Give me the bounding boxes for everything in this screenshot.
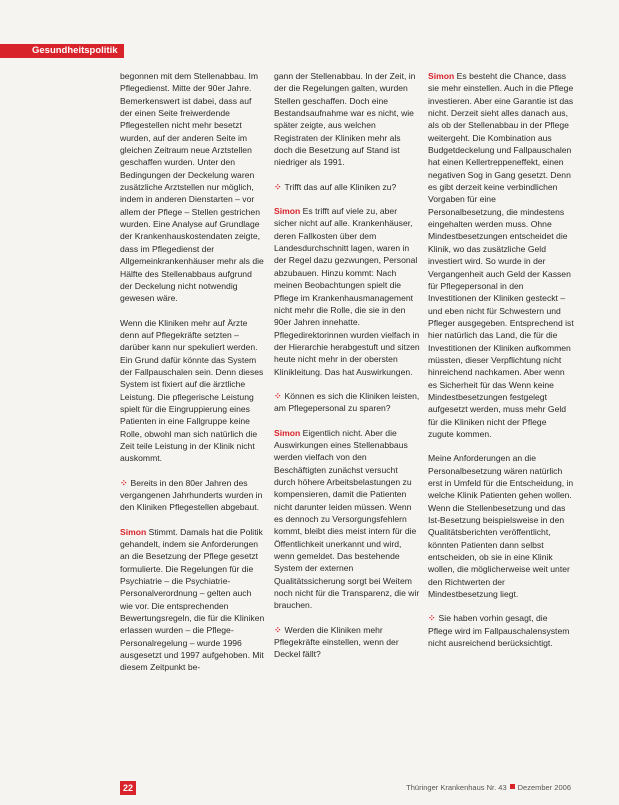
interview-question [274,390,420,415]
body-paragraph: begonnen mit dem Stellenabbau. Im Pflegedienst. Mitte der 90er Jahre. Bemerkenswert ist dabei, dass auf der einen Seite freiwerdende Pflegestellen nicht mehr besetzt wurden, auf der anderen Seite im gleichen Zeitraum neue Arztstellen geschaffen wurden. Unter den Bedingungen der Deckelung waren zusätzliche Arztstellen nur möglich, indem in anderen Dienstarten – vor allem der Pflege – Stellen gestrichen wurden. Eine Analyse auf Grundlage der Krankenhauskostendaten zeigte, dass im Pflegedienst der Allgemeinkrankenhäuser mehr als die Hälfte des Stellenabbaus aufgrund der Deckelung nicht notwendig gewesen wäre. [120,71,264,304]
interview-question [120,477,266,514]
interview-question [274,624,420,661]
body-paragraph: gann der Stellenabbau. In der Zeit, in der die Regelungen galten, wurden Stellen geschaffen. Doch eine Bestandsaufnahme war es nicht, wie später zeigte, aus welchen Registraten der Kliniken mehr als doch die Besetzung auf Stand ist niedriger als 1991. [274,71,416,168]
question-marker-icon: ⁘ [120,477,128,488]
question-marker-icon: ⁘ [274,390,282,401]
question-text: Können es sich die Kliniken leisten, am Pflegepersonal zu sparen? [274,390,420,414]
body-paragraph: Wenn die Kliniken mehr auf Ärzte denn auf Pflegekräfte setzten – darüber kann nur spekuliert werden. Ein Grund dafür könnte das System der Fallpauschalen sein. Denn dieses System ist fixiert auf die ärztliche Leistung. Die pflegerische Leistung spielt für die Eingruppierung eines Patienten in eine Fallgruppe keine Rolle, obwohl man sich natürlich die Zeit teile Leistung in der Klinik nicht auskommt. [120,317,264,464]
answer-text: Es besteht die Chance, dass sie mehr einstellen. Auch in die Pflege investieren. Aber eine Garantie ist das nicht. Derzeit sieht alles danach aus, als ob der Stellenabbau in der Pflege weitergeht. Die Kombination aus Budgetdeckelung und Fallpauschalen hat einen Kellertreppeneffekt, einen negativen Sog in Gang gesetzt. Denn es gibt derzeit keine verbindlichen Vorgaben für eine Personalbesetzung, die mindestens eingehalten werden muss. Ohne Mindestbesetzungen entscheidet die Klinik, wo das zusätzliche Geld investiert wird. So wurde in der Vergangenheit auch Geld der Kassen für Pflegepersonal in den Investitionen der Kliniken gesteckt – und eben nicht für Schwestern und Pfleger ausgegeben. Entsprechend ist hier natürlich das Land, die für die Investitionen der Kliniken aufkommen müssten, dieser Verpflichtung nicht hinreichend nachkamen. Aber wenn es Sicherheit für das Wenn keine Mindestbesetzungen festgelegt aufgesetzt werden, muss mehr Geld für die Kliniken nicht der Pflege zugute kommen. [428,71,574,439]
text-column-3 [428,70,574,661]
speaker-name: Simon [120,526,147,537]
footer-publication: Thüringer Krankenhaus Nr. 43 [406,783,507,792]
section-label: Gesundheitspolitik [0,44,124,58]
text-column-1 [120,70,266,686]
page-number: 22 [120,781,136,795]
question-marker-icon: ⁘ [274,181,282,192]
answer-text: Stimmt. Damals hat die Politik gehandelt, indem sie Anforderungen an die Besetzung der Pflege gesetzt formulierte. Die Regelungen für die Psychiatrie – die Psychiatrie-Personalverordnung – gelten auch wie vor. Die entsprechenden Bewertungsregeln, die für die Kliniken erlassen wurden – die Pflege-Personalregelung – wurde 1996 ausgesetzt und 1997 aufgehoben. Mit diesem Zeitpunkt be- [120,526,265,673]
interview-answer [120,526,266,674]
interview-answer [274,427,420,612]
question-marker-icon: ⁘ [274,624,282,635]
question-text: Sie haben vorhin gesagt, die Pflege wird im Fallpauschalensystem nicht ausreichend berücksichtigt. [428,613,570,649]
body-paragraph: Meine Anforderungen an die Personalbesetzung wären natürlich erst in Umfeld für die Entscheidung, in welche Klinik Patienten gehen wollen. Wenn die Stellenbesetzung und das Ist-Besetzung beispielsweise in den Qualitätsberichten veröffentlicht, könnten Patienten dann selbst entscheiden, ob sie in eine Klinik wollen, die möglicherweise weit unter den Richtwerten der Mindestbesetzung liegt. [428,453,574,600]
text-column-2 [274,70,420,673]
speaker-name: Simon [274,206,301,217]
interview-question [274,181,420,193]
question-text: Werden die Kliniken mehr Pflegekräfte einstellen, wenn der Deckel fällt? [274,624,399,660]
speaker-name: Simon [428,71,455,81]
interview-answer [428,70,574,440]
question-text: Bereits in den 80er Jahren des vergangenen Jahrhunderts wurden in den Kliniken Pflegestellen abgebaut. [120,477,263,513]
footer-square-icon [510,784,515,789]
answer-text: Es trifft auf viele zu, aber sicher nicht auf alle. Krankenhäuser, deren Fallkosten über dem Landesdurchschnitt lagen, waren in der Regel dazu gezwungen, Personal abzubauen. Hinzu kommt: Nach meinen Beobachtungen spielt die Pflege im Krankenhausmanagement nicht mehr die Rolle, die sie in den 90er Jahren innehatte. Pflegedirektorinnen wurden vielfach in der Hierarchie herabgestuft und sitzen heute nicht mehr in der obersten Klinikleitung. Das hat Auswirkungen. [274,206,420,377]
interview-question [428,612,574,649]
speaker-name: Simon [274,427,301,438]
interview-answer [274,205,420,378]
answer-text: Eigentlich nicht. Aber die Auswirkungen eines Stellenabbaus werden vielfach von den Beschäftigten zunächst versucht durch höhere Arbeitsbelastungen zu kompensieren, damit die Patienten nicht darunter leiden müssen. Wenn es dennoch zu Versorgungsfehlern kommt, bleibt dies meist intern für die Öffentlichkeit unerkannt und wird, wenn gemeldet. Das bestehende System der externen Qualitätssicherung sorgt bei Weitem noch nicht für die Transparenz, die wir brauchen. [274,427,420,611]
question-text: Trifft das auf alle Kliniken zu? [284,181,397,192]
footer-date: Dezember 2006 [517,783,571,792]
page-footer [406,783,571,792]
question-marker-icon: ⁘ [428,613,436,624]
